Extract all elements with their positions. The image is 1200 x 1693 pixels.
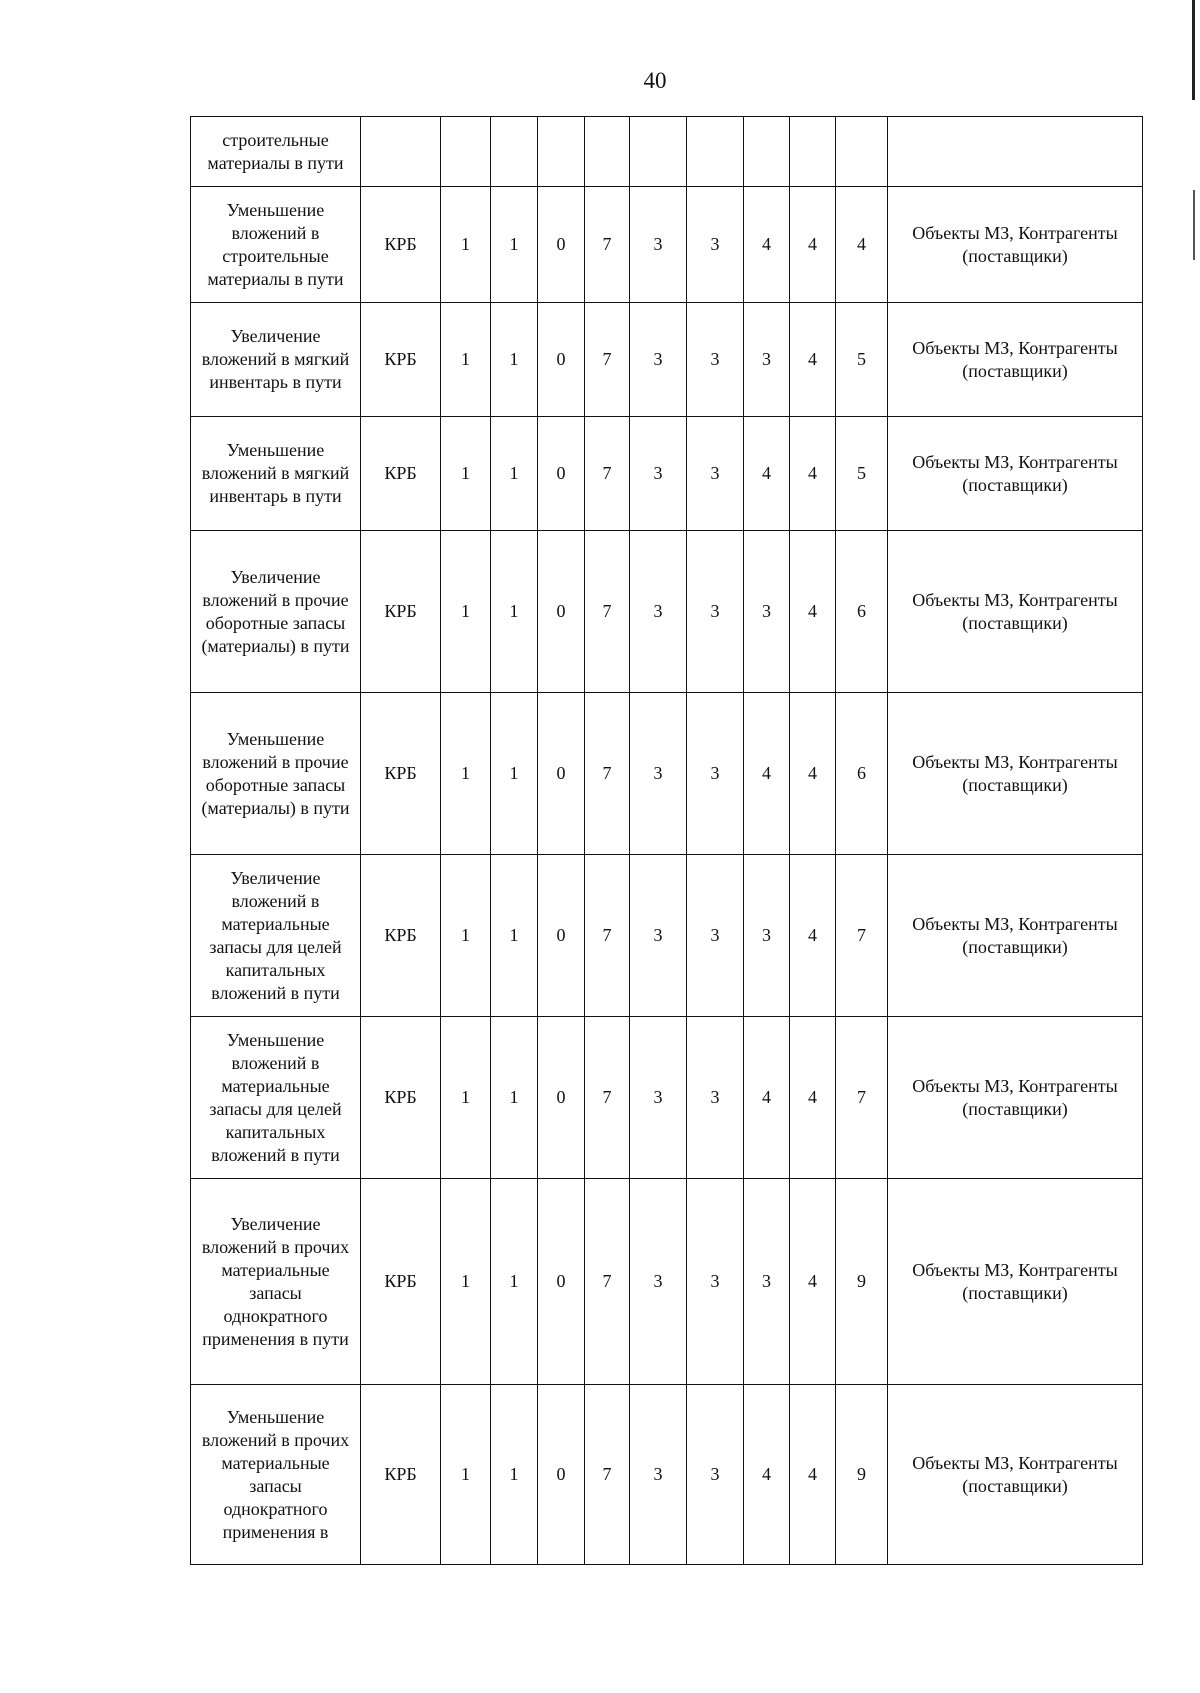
row-code-digit: 4 [790, 693, 836, 855]
table-row [191, 1385, 1143, 1565]
row-code-digit: 7 [585, 1385, 630, 1565]
row-code-digit: 3 [630, 693, 687, 855]
row-code-digit: 4 [790, 855, 836, 1017]
row-code-digit: 1 [491, 1017, 538, 1179]
row-budget-code: КРБ [361, 303, 441, 417]
row-code-digit: 7 [585, 417, 630, 531]
page-number: 40 [643, 68, 667, 93]
row-analytics: Объекты МЗ, Контрагенты (поставщики) [888, 1179, 1143, 1385]
row-code-digit: 1 [441, 855, 491, 1017]
row-code-digit: 0 [538, 1385, 585, 1565]
row-code-digit: 3 [630, 855, 687, 1017]
row-code-digit: 1 [441, 693, 491, 855]
row-code-digit: 0 [538, 855, 585, 1017]
row-code-digit: 4 [744, 693, 790, 855]
row-code-digit: 3 [630, 1017, 687, 1179]
row-code-digit: 7 [836, 1017, 888, 1179]
row-analytics: Объекты МЗ, Контрагенты (поставщики) [888, 417, 1143, 531]
row-code-digit: 4 [790, 1017, 836, 1179]
row-code-digit: 9 [836, 1179, 888, 1385]
table-row [191, 693, 1143, 855]
row-code-digit: 3 [687, 531, 744, 693]
row-code-digit: 0 [538, 303, 585, 417]
row-code-digit: 1 [491, 417, 538, 531]
row-code-digit: 3 [687, 1179, 744, 1385]
row-code-digit: 3 [744, 1179, 790, 1385]
row-code-digit: 0 [538, 187, 585, 303]
table-row [191, 187, 1143, 303]
row-code-digit: 7 [585, 855, 630, 1017]
row-description: строительные материалы в пути [191, 117, 361, 187]
row-code-digit: 1 [491, 1179, 538, 1385]
row-budget-code: КРБ [361, 1385, 441, 1565]
table-row [191, 531, 1143, 693]
row-analytics: Объекты МЗ, Контрагенты (поставщики) [888, 1017, 1143, 1179]
row-code-digit: 1 [491, 303, 538, 417]
row-code-digit: 7 [585, 1017, 630, 1179]
row-code-digit: 3 [744, 531, 790, 693]
row-code-digit: 1 [441, 1385, 491, 1565]
row-code-digit: 0 [538, 531, 585, 693]
row-code-digit: 7 [585, 531, 630, 693]
row-code-digit: 1 [441, 1017, 491, 1179]
row-description: Уменьшение вложений в материальные запасы для целей капитальных вложений в пути [191, 1017, 361, 1179]
row-code-digit: 4 [744, 417, 790, 531]
row-code-digit: 1 [491, 187, 538, 303]
row-code-digit [441, 117, 491, 187]
row-code-digit: 4 [744, 1017, 790, 1179]
row-budget-code: КРБ [361, 417, 441, 531]
row-code-digit: 1 [441, 1179, 491, 1385]
table-row [191, 417, 1143, 531]
row-budget-code [361, 117, 441, 187]
row-code-digit: 4 [790, 1179, 836, 1385]
row-analytics: Объекты МЗ, Контрагенты (поставщики) [888, 693, 1143, 855]
row-analytics: Объекты МЗ, Контрагенты (поставщики) [888, 187, 1143, 303]
row-code-digit: 7 [585, 693, 630, 855]
row-code-digit: 4 [790, 417, 836, 531]
row-analytics [888, 117, 1143, 187]
row-code-digit: 9 [836, 1385, 888, 1565]
row-code-digit [836, 117, 888, 187]
row-code-digit: 0 [538, 1179, 585, 1385]
row-code-digit: 0 [538, 1017, 585, 1179]
row-code-digit: 4 [790, 1385, 836, 1565]
row-code-digit: 3 [687, 1385, 744, 1565]
row-description: Увеличение вложений в мягкий инвентарь в пути [191, 303, 361, 417]
row-code-digit: 4 [790, 187, 836, 303]
row-code-digit: 5 [836, 417, 888, 531]
row-analytics: Объекты МЗ, Контрагенты (поставщики) [888, 531, 1143, 693]
row-description: Увеличение вложений в материальные запасы для целей капитальных вложений в пути [191, 855, 361, 1017]
row-code-digit: 3 [687, 855, 744, 1017]
row-budget-code: КРБ [361, 693, 441, 855]
row-budget-code: КРБ [361, 1179, 441, 1385]
row-code-digit [538, 117, 585, 187]
row-code-digit: 0 [538, 417, 585, 531]
row-budget-code: КРБ [361, 187, 441, 303]
row-code-digit [790, 117, 836, 187]
row-code-digit [585, 117, 630, 187]
row-code-digit: 7 [585, 303, 630, 417]
table-row [191, 117, 1143, 187]
row-budget-code: КРБ [361, 1017, 441, 1179]
row-description: Уменьшение вложений в строительные материалы в пути [191, 187, 361, 303]
row-code-digit: 3 [687, 693, 744, 855]
row-code-digit: 3 [630, 1385, 687, 1565]
row-code-digit: 6 [836, 693, 888, 855]
row-description: Увеличение вложений в прочих материальные запасы однократного применения в пути [191, 1179, 361, 1385]
row-code-digit: 3 [687, 1017, 744, 1179]
row-code-digit: 1 [441, 187, 491, 303]
row-description: Уменьшение вложений в прочих материальные запасы однократного применения в [191, 1385, 361, 1565]
row-code-digit: 0 [538, 693, 585, 855]
row-code-digit: 1 [491, 693, 538, 855]
row-code-digit: 4 [744, 1385, 790, 1565]
row-code-digit: 7 [585, 187, 630, 303]
row-code-digit: 5 [836, 303, 888, 417]
row-code-digit: 3 [630, 417, 687, 531]
table-row [191, 303, 1143, 417]
row-code-digit: 3 [630, 187, 687, 303]
row-code-digit: 3 [687, 187, 744, 303]
row-code-digit: 3 [744, 855, 790, 1017]
row-code-digit [687, 117, 744, 187]
row-code-digit: 3 [687, 303, 744, 417]
row-analytics: Объекты МЗ, Контрагенты (поставщики) [888, 1385, 1143, 1565]
table-row [191, 1017, 1143, 1179]
accounts-table [190, 116, 1143, 1565]
row-code-digit: 1 [491, 855, 538, 1017]
row-code-digit: 7 [836, 855, 888, 1017]
row-description: Уменьшение вложений в прочие оборотные запасы (материалы) в пути [191, 693, 361, 855]
row-code-digit [491, 117, 538, 187]
row-budget-code: КРБ [361, 855, 441, 1017]
row-code-digit: 4 [744, 187, 790, 303]
row-code-digit: 4 [836, 187, 888, 303]
row-description: Увеличение вложений в прочие оборотные запасы (материалы) в пути [191, 531, 361, 693]
row-budget-code: КРБ [361, 531, 441, 693]
scan-edge-mark [1193, 190, 1195, 260]
row-code-digit: 1 [491, 531, 538, 693]
table-body [191, 117, 1143, 1565]
row-code-digit: 1 [491, 1385, 538, 1565]
row-code-digit: 3 [630, 303, 687, 417]
table-row [191, 855, 1143, 1017]
row-code-digit: 3 [687, 417, 744, 531]
row-analytics: Объекты МЗ, Контрагенты (поставщики) [888, 855, 1143, 1017]
table-row [191, 1179, 1143, 1385]
row-code-digit: 3 [630, 531, 687, 693]
row-code-digit: 6 [836, 531, 888, 693]
row-code-digit: 4 [790, 531, 836, 693]
row-code-digit: 3 [744, 303, 790, 417]
row-code-digit: 3 [630, 1179, 687, 1385]
row-code-digit: 1 [441, 417, 491, 531]
row-description: Уменьшение вложений в мягкий инвентарь в пути [191, 417, 361, 531]
row-code-digit: 4 [790, 303, 836, 417]
row-code-digit [630, 117, 687, 187]
row-code-digit [744, 117, 790, 187]
row-code-digit: 7 [585, 1179, 630, 1385]
row-analytics: Объекты МЗ, Контрагенты (поставщики) [888, 303, 1143, 417]
row-code-digit: 1 [441, 303, 491, 417]
row-code-digit: 1 [441, 531, 491, 693]
